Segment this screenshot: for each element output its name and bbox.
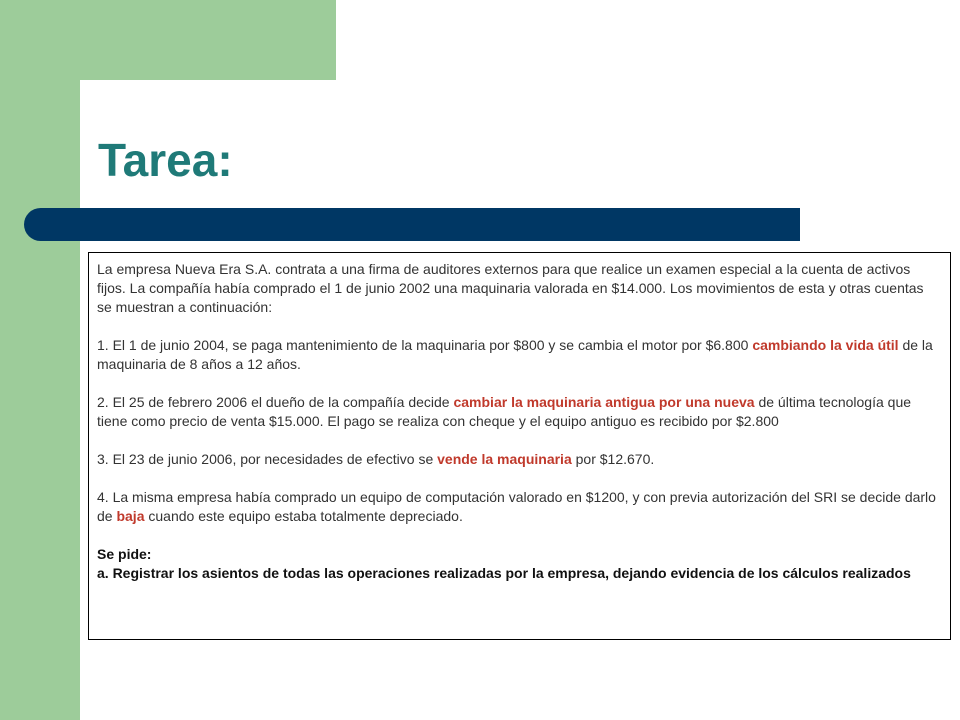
item-2-highlight: cambiar la maquinaria antigua por una nueva bbox=[453, 394, 755, 410]
item-3 bbox=[97, 450, 942, 469]
request-text: a. Registrar los asientos de todas las operaciones realizadas por la empresa, dejando evidencia de los cálculos realizados bbox=[97, 565, 911, 581]
item-4 bbox=[97, 488, 942, 526]
item-1-text: 1. El 1 de junio 2004, se paga mantenimiento de la maquinaria por $800 y se cambia el motor por $6.800 bbox=[97, 337, 753, 353]
item-1-text-end: de la maquinaria de 8 años a 12 años. bbox=[97, 337, 933, 372]
decorative-green-sidebar bbox=[0, 0, 80, 720]
item-3-text: 3. El 23 de junio 2006, por necesidades de efectivo se bbox=[97, 451, 438, 467]
request-paragraph bbox=[97, 545, 942, 583]
item-4-highlight: baja bbox=[116, 508, 145, 524]
item-4-text-end: cuando este equipo estaba totalmente depreciado. bbox=[144, 508, 463, 524]
title-underline-bar bbox=[24, 208, 800, 241]
assignment-text-box bbox=[88, 252, 951, 640]
item-1 bbox=[97, 336, 942, 374]
item-1-highlight: cambiando la vida útil bbox=[752, 337, 899, 353]
item-2-text: 2. El 25 de febrero 2006 el dueño de la compañía decide bbox=[97, 394, 454, 410]
item-2-text-end: de última tecnología que tiene como precio de venta $15.000. El pago se realiza con cheque y el equipo antiguo es recibido por $2.800 bbox=[97, 394, 912, 429]
slide-title: Tarea: bbox=[98, 134, 233, 186]
decorative-green-top-block bbox=[80, 0, 336, 80]
item-3-highlight: vende la maquinaria bbox=[437, 451, 572, 467]
request-label: Se pide: bbox=[97, 546, 152, 562]
intro-paragraph: La empresa Nueva Era S.A. contrata a una firma de auditores externos para que realice un examen especial a la cuenta de activos fijos. La compañía había comprado el 1 de junio 2002 una maquinaria valorada en $14.000. Los movimientos de esta y otras cuentas se muestran a continuación: bbox=[97, 261, 924, 315]
item-3-text-end: por $12.670. bbox=[571, 451, 655, 467]
item-4-text: 4. La misma empresa había comprado un equipo de computación valorado en $1200, y con previa autorización del SRI se decide darlo de bbox=[97, 489, 936, 524]
item-2 bbox=[97, 393, 942, 431]
